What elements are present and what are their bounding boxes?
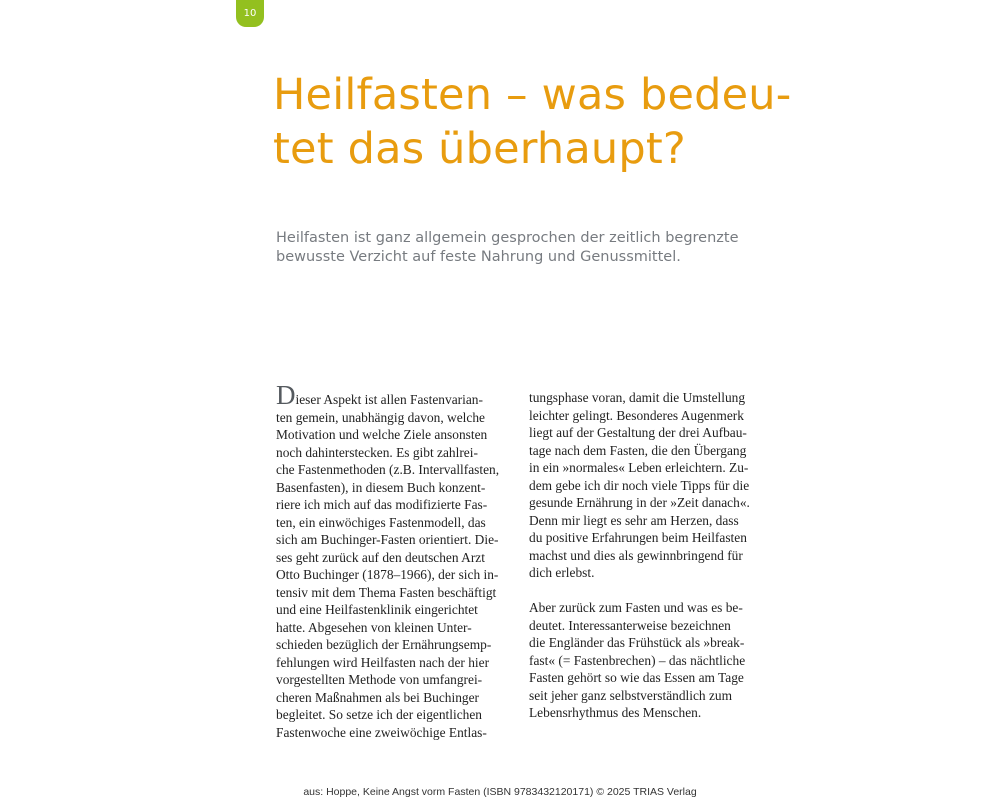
body-column-right: [529, 389, 761, 722]
body-line: tage nach dem Fasten, die den Übergang: [529, 442, 747, 458]
title-line: tet das überhaupt?: [273, 124, 686, 174]
body-line: Basenfasten), in diesem Buch konzent-: [276, 479, 486, 495]
page-title: [273, 68, 793, 176]
body-line: dem gebe ich dir noch viele Tipps für die: [529, 477, 750, 493]
body-line: Fasten gehört so wie das Essen am Tage: [529, 670, 744, 685]
lead-line: bewusste Verzicht auf feste Nahrung und Genussmittel.: [276, 249, 681, 265]
body-line: machst und dies als gewinnbringend für: [529, 547, 743, 563]
title-line: Heilfasten – was bedeu-: [273, 70, 792, 120]
body-line: Aber zurück zum Fasten und was es be-: [529, 600, 743, 615]
body-line: begleitet. So setze ich der eigentlichen: [276, 707, 482, 722]
lead-line: Heilfasten ist ganz allgemein gesprochen der zeitlich begrenzte: [276, 230, 739, 246]
body-line: schieden bezüglich der Ernährungsemp-: [276, 637, 492, 652]
body-line: tungsphase voran, damit die Umstellung: [529, 390, 746, 405]
body-line: dich erlebst.: [529, 565, 595, 580]
body-line: che Fastenmethoden (z.B. Intervallfasten,: [276, 462, 500, 477]
body-line: sich am Buchinger-Fasten orientiert. Die-: [276, 532, 499, 547]
right-paragraph-1: [529, 389, 761, 582]
body-column-left: [276, 380, 508, 741]
body-line: hatte. Abgesehen von kleinen Unter-: [276, 619, 472, 635]
body-line: die Engländer das Frühstück als »break-: [529, 635, 745, 650]
body-first-line: [276, 380, 508, 410]
body-line: gesunde Ernährung in der »Zeit danach«.: [529, 495, 750, 510]
body-line: du positive Erfahrungen beim Heilfasten: [529, 530, 747, 545]
body-line: liegt auf der Gestaltung der drei Aufbau-: [529, 425, 747, 440]
lead-paragraph: [276, 229, 776, 267]
body-line: deutet. Interessanterweise bezeichnen: [529, 617, 731, 633]
page-number-badge: 10: [236, 0, 264, 27]
source-footer: aus: Hoppe, Keine Angst vorm Fasten (ISBN 9783432120171) © 2025 TRIAS Verlag: [303, 786, 697, 798]
body-line: riere ich mich auf das modifizierte Fas-: [276, 497, 488, 512]
body-line: fast« (= Fastenbrechen) – das nächtliche: [529, 652, 746, 668]
body-line: cheren Maßnahmen als bei Buchinger: [276, 689, 480, 705]
body-line: Motivation und welche Ziele ansonsten: [276, 427, 488, 442]
body-line: in ein »normales« Leben erleichtern. Zu-: [529, 460, 749, 475]
body-line: Otto Buchinger (1878–1966), der sich in-: [276, 567, 499, 582]
drop-cap: D: [276, 380, 296, 410]
body-line: seit jeher ganz selbstverständlich zum: [529, 687, 733, 703]
body-line: fehlungen wird Heilfasten nach der hier: [276, 654, 490, 670]
body-line: leichter gelingt. Besonderes Augenmerk: [529, 407, 744, 423]
body-line: Lebensrhythmus des Menschen.: [529, 705, 702, 720]
body-line: Fastenwoche eine zweiwöchige Entlas-: [276, 724, 487, 740]
right-paragraph-2: [529, 599, 761, 722]
body-line: vorgestellten Methode von umfangrei-: [276, 672, 483, 687]
body-line: ses geht zurück auf den deutschen Arzt: [276, 549, 485, 565]
body-line: Denn mir liegt es sehr am Herzen, dass: [529, 512, 739, 528]
body-line: ten gemein, unabhängig davon, welche: [276, 409, 485, 425]
body-line: noch dahinterstecken. Es gibt zahlrei-: [276, 444, 478, 460]
left-column-lines: [276, 409, 508, 742]
body-line: und eine Heilfastenklinik eingerichtet: [276, 602, 478, 617]
body-line: tensiv mit dem Thema Fasten beschäftigt: [276, 584, 497, 600]
paragraph-gap: [529, 582, 761, 600]
body-line: ten, ein einwöchiges Fastenmodell, das: [276, 514, 486, 530]
body-line: ieser Aspekt ist allen Fastenvarian-: [295, 392, 483, 407]
